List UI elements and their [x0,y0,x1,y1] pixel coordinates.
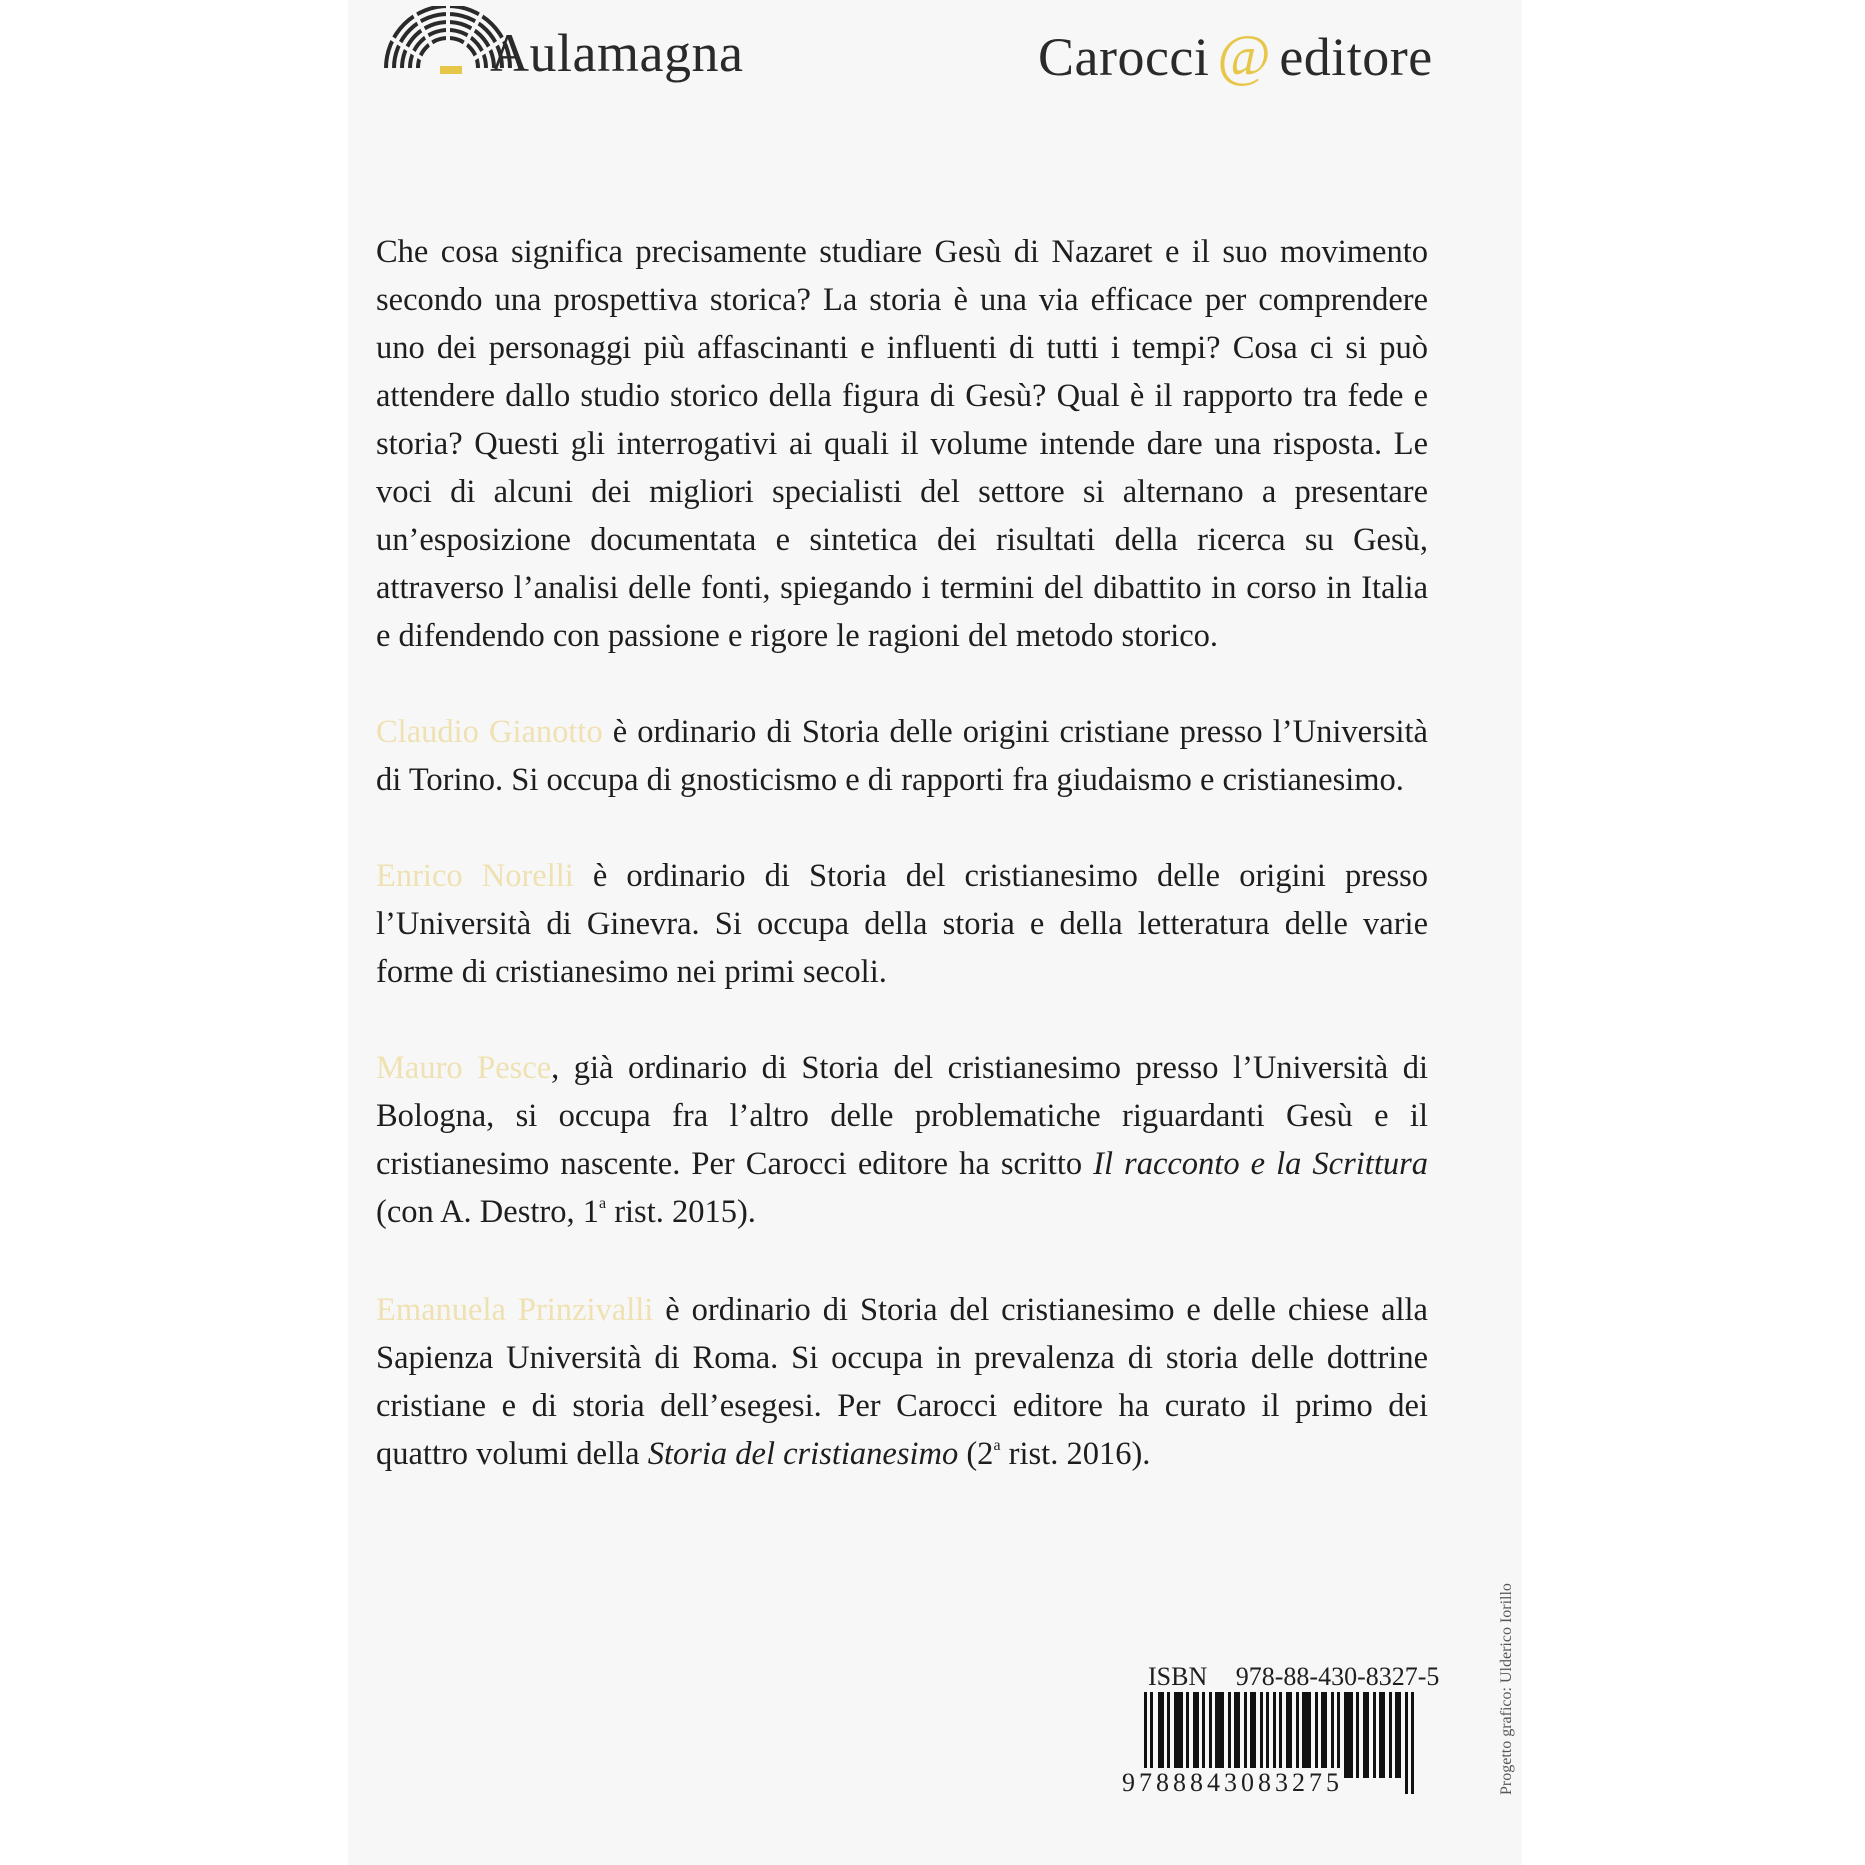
author-bio-text: rist. 2016). [1000,1436,1151,1472]
author-name: Claudio Gianotto [376,714,603,750]
blurb: Che cosa significa precisamente studiare Gesù di Nazaret e il suo movimento secondo una prospettiva storica? La storia è una via efficace per comprendere uno dei personaggi più affascinanti e influenti di tutti i tempi? Cosa ci si può attendere dallo studio storico della figura di Gesù? Qual è il rapporto tra fede e storia? Questi gli interrogativi ai quali il volume intende dare una risposta. Le voci di alcuni dei migliori specialisti del settore si alternano a presentare un’esposizione documentata e sintetica dei risultati della ricerca su Gesù, attraverso l’analisi delle fonti, spiegando i termini del dibattito in corso in Italia e difendendo con passione e rigore le ragioni del metodo storico. [376,234,1428,654]
author-bio-text: è ordinario di Storia del cristianesimo delle origini presso l’Università di Ginevra. Si occupa della storia e della letteratura delle varie forme di cristianesimo nei primi secoli. [376,858,1429,990]
author-name: Emanuela Prinzivalli [376,1292,654,1328]
isbn-line [1148,1662,1439,1692]
work-title: Il racconto e la Scrittura [1093,1146,1428,1182]
author-name: Enrico Norelli [376,858,574,894]
author-bio [376,708,1428,804]
author-bio-text: (2 [958,1436,994,1472]
barcode-digits: 9788843083275 [1122,1768,1343,1797]
publisher-suffix: editore [1279,27,1433,87]
author-bio-text: è ordinario di Storia del cristianesimo e delle chiese alla Sapienza Università di Roma. Si occupa in prevalenza di storia delle dottrine cristiane e di storia dell’esegesi. Per Carocci editore ha curato il primo dei quattro volumi della [376,1292,1428,1472]
author-bio-text: rist. 2015). [606,1194,756,1230]
design-credit: Progetto grafico: Ulderico Iorillo [1498,1583,1515,1795]
author-bio [376,1044,1428,1236]
isbn-label: ISBN [1148,1662,1208,1691]
publisher-name: Carocci [1038,27,1210,87]
ordinal-superscript: a [993,1437,1001,1454]
series-name: Aulamagna [490,23,744,83]
author-bio-text: (con A. Destro, 1 [376,1194,599,1230]
work-title: Storia del cristianesimo [647,1436,959,1472]
author-bio-text: è ordinario di Storia delle origini cristiane presso l’Università di Torino. Si occupa di gnosticismo e di rapporti fra giudaismo e cristianesimo. [376,714,1428,798]
isbn-number: 978-88-430-8327-5 [1235,1662,1440,1691]
author-bio [376,1286,1428,1478]
publisher-logo [1038,22,1433,89]
author-bio [376,852,1428,996]
publisher-at-icon: @ [1217,23,1272,88]
author-bio-text: , già ordinario di Storia del cristianesimo presso l’Università di Bologna, si occupa fra l’altro delle problematiche riguardanti Gesù e il cristianesimo nascente. Per Carocci editore ha scritto [376,1050,1428,1182]
ordinal-superscript: a [598,1195,607,1212]
author-name: Mauro Pesce [376,1050,552,1086]
